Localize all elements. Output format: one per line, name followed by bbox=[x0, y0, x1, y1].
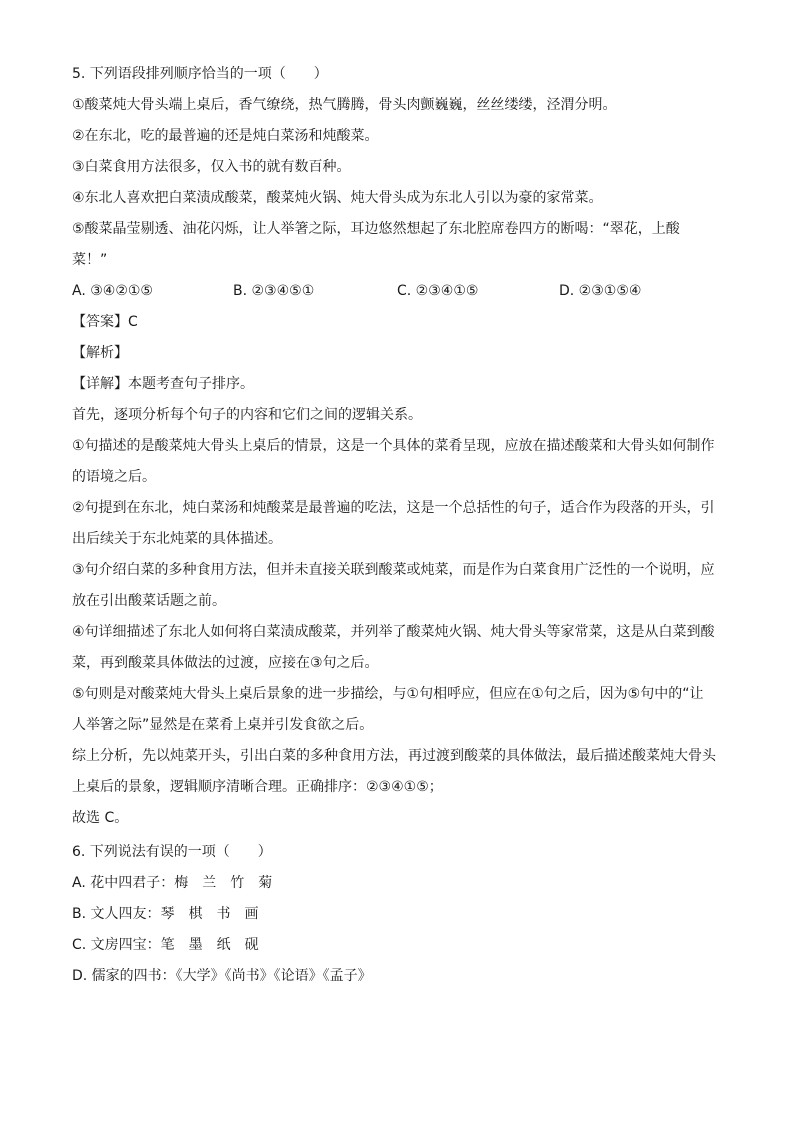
detail-label: 【详解】本题考查句子排序。 bbox=[72, 376, 254, 392]
question-6-stem: 6. 下列说法有误的一项（ ） bbox=[72, 844, 272, 860]
option-b: B. ②③④⑤① bbox=[233, 283, 315, 299]
explanation-4-line-2: 菜，再到酸菜具体做法的过渡，应接在③句之后。 bbox=[72, 655, 379, 671]
document-content bbox=[72, 64, 722, 997]
q6-option-d: D. 儒家的四书：《大学》《尚书》《论语》《孟子》 bbox=[72, 968, 372, 984]
summary-line-2: 上桌后的景象，逻辑顺序清晰合理。正确排序：②③④①⑤； bbox=[72, 779, 443, 795]
sentence-5-line-1: ⑤酸菜晶莹剔透、油花闪烁，让人举箸之际，耳边悠然想起了东北腔席卷四方的断喝：“翠花，上酸 bbox=[72, 221, 680, 237]
explanation-5-line-2: 人举箸之际”显然是在菜肴上桌并引发食欲之后。 bbox=[72, 717, 374, 733]
sentence-5-line-2: 菜！” bbox=[72, 252, 108, 268]
explanation-2-line-1: ②句提到在东北，炖白菜汤和炖酸菜是最普遍的吃法，这是一个总括性的句子，适合作为段落的开头，引 bbox=[72, 500, 715, 516]
option-c: C. ②③④①⑤ bbox=[397, 283, 479, 299]
explanation-5-line-1: ⑤句则是对酸菜炖大骨头上桌后景象的进一步描绘，与①句相呼应，但应在①句之后，因为⑤句中的“让 bbox=[72, 686, 704, 702]
sentence-2: ②在东北，吃的最普遍的还是炖白菜汤和炖酸菜。 bbox=[72, 128, 379, 144]
explanation-2-line-2: 出后续关于东北炖菜的具体描述。 bbox=[72, 531, 282, 547]
explanation-1-line-1: ①句描述的是酸菜炖大骨头上桌后的情景，这是一个具体的菜肴呈现，应放在描述酸菜和大骨头如何制作 bbox=[72, 438, 715, 454]
analysis-intro: 首先，逐项分析每个句子的内容和它们之间的逻辑关系。 bbox=[72, 407, 422, 423]
question-5-options bbox=[72, 281, 722, 301]
option-a: A. ③④②①⑤ bbox=[72, 283, 153, 299]
q6-option-b: B. 文人四友：琴 棋 书 画 bbox=[72, 906, 259, 922]
q6-option-a: A. 花中四君子：梅 兰 竹 菊 bbox=[72, 875, 273, 891]
sentence-1: ①酸菜炖大骨头端上桌后，香气缭绕，热气腾腾，骨头肉颤巍巍，丝丝缕缕，泾渭分明。 bbox=[72, 97, 617, 113]
option-d: D. ②③①⑤④ bbox=[559, 283, 642, 299]
q6-option-c: C. 文房四宝：笔 墨 纸 砚 bbox=[72, 937, 259, 953]
sentence-4: ④东北人喜欢把白菜渍成酸菜，酸菜炖火锅、炖大骨头成为东北人引以为豪的家常菜。 bbox=[72, 190, 603, 206]
explanation-3-line-2: 放在引出酸菜话题之前。 bbox=[72, 593, 226, 609]
conclusion: 故选 C。 bbox=[72, 810, 129, 826]
answer-label: 【答案】C bbox=[72, 314, 138, 330]
analysis-label: 【解析】 bbox=[72, 345, 128, 361]
explanation-1-line-2: 的语境之后。 bbox=[72, 469, 156, 485]
question-5-stem: 5. 下列语段排列顺序恰当的一项（ ） bbox=[72, 66, 328, 82]
summary-line-1: 综上分析，先以炖菜开头，引出白菜的多种食用方法，再过渡到酸菜的具体做法，最后描述酸菜炖大骨头 bbox=[72, 748, 716, 764]
sentence-3: ③白菜食用方法很多，仅入书的就有数百种。 bbox=[72, 159, 351, 175]
explanation-3-line-1: ③句介绍白菜的多种食用方法，但并未直接关联到酸菜或炖菜，而是作为白菜食用广泛性的一个说明，应 bbox=[72, 562, 715, 578]
explanation-4-line-1: ④句详细描述了东北人如何将白菜渍成酸菜，并列举了酸菜炖火锅、炖大骨头等家常菜，这是从白菜到酸 bbox=[72, 624, 715, 640]
